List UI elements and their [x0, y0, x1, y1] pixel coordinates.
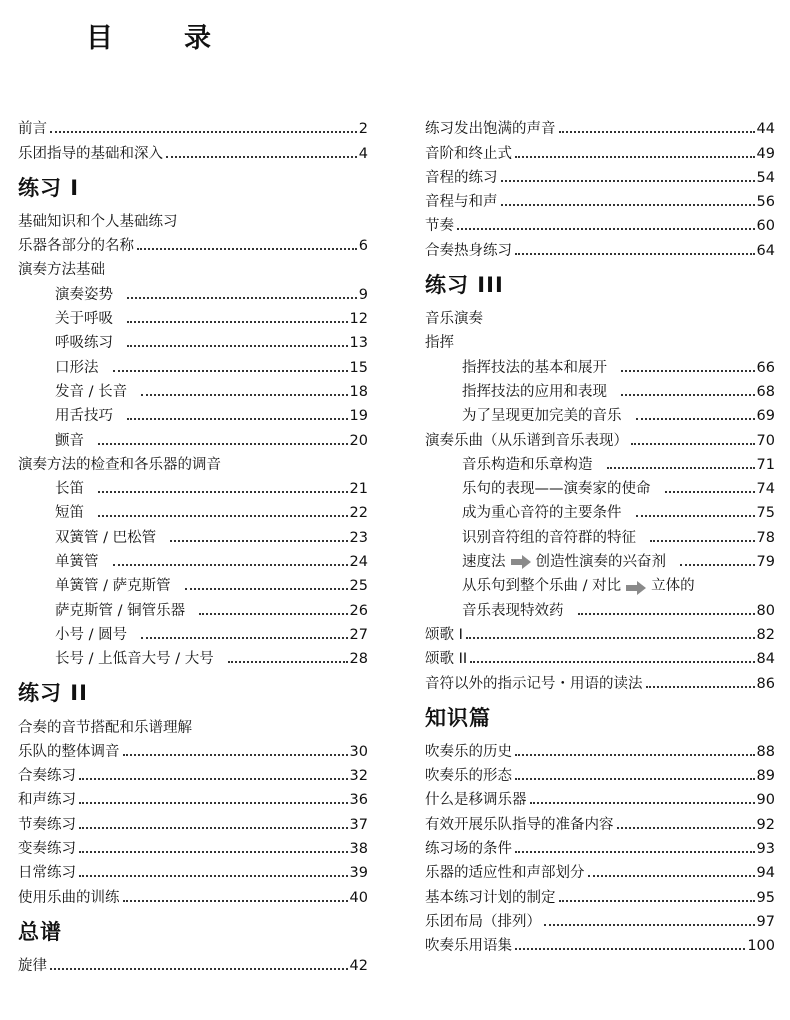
toc-entry[interactable] [18, 761, 368, 785]
toc-entry[interactable] [425, 761, 775, 785]
toc-entry-title-text: 节奏 [425, 218, 454, 235]
toc-entry-title [55, 310, 113, 328]
dot-leader [501, 180, 755, 182]
toc-entry-title [18, 816, 76, 834]
toc-entry-title [55, 334, 113, 352]
toc-entry-title [462, 383, 607, 401]
toc-entry-title-text: 乐团布局（排列） [425, 913, 541, 930]
toc-entry-title [18, 767, 76, 785]
toc-entry-title-text: 练习发出饱满的声音 [425, 121, 556, 138]
toc-entry-page-number: 90 [756, 792, 775, 809]
toc-entry-title [425, 767, 512, 785]
toc-entry-title-text: 双簧管 / 巴松管 [55, 529, 157, 546]
dot-leader [559, 131, 755, 133]
toc-subheading-text: 演奏方法基础 [18, 262, 105, 279]
toc-entry[interactable] [425, 450, 775, 474]
toc-entry-page-number: 2 [358, 121, 368, 138]
toc-entry-page-number: 22 [349, 505, 368, 522]
toc-entry-page-number: 71 [756, 456, 775, 473]
toc-entry-title [18, 864, 76, 882]
toc-entry-title [462, 553, 666, 571]
toc-entry-page-number: 23 [349, 529, 368, 546]
toc-entry-title-text-continued: 创造性演奏的兴奋剂 [535, 554, 666, 571]
toc-entry-title [425, 650, 467, 668]
toc-entry-title [425, 864, 585, 882]
toc-entry-page-number: 21 [349, 481, 368, 498]
dot-leader [79, 851, 348, 853]
toc-entry[interactable] [18, 138, 368, 162]
toc-entry[interactable] [425, 547, 775, 571]
toc-entry-title-text: 乐器各部分的名称 [18, 238, 134, 255]
toc-entry-title [425, 743, 512, 761]
toc-subheading [18, 255, 368, 279]
section-heading: 练习 I [18, 175, 80, 200]
toc-entry[interactable] [425, 522, 775, 546]
toc-entry-page-number: 44 [756, 121, 775, 138]
toc-entry-title [55, 529, 156, 547]
toc-entry[interactable] [18, 304, 368, 328]
toc-entry-title [425, 816, 614, 834]
toc-entry-title-text: 和声练习 [18, 792, 76, 809]
toc-entry-page-number: 60 [756, 218, 775, 235]
dot-leader [123, 900, 348, 902]
toc-entry-title-text: 演奏姿势 [55, 286, 113, 303]
dot-leader [515, 754, 755, 756]
toc-entry-title-text: 口形法 [55, 359, 99, 376]
toc-entry-page-number: 32 [349, 768, 368, 785]
toc-subheading [18, 712, 368, 736]
toc-entry-title [425, 913, 541, 931]
toc-entry[interactable] [18, 425, 368, 449]
toc-entry-page-number: 86 [756, 675, 775, 692]
page-title: 目 录 [86, 23, 233, 54]
toc-entry[interactable] [425, 401, 775, 425]
toc-entry-page-number: 56 [756, 194, 775, 211]
toc-entry-title-text: 练习场的条件 [425, 841, 512, 858]
toc-entry-title-text: 日常练习 [18, 865, 76, 882]
toc-entry-title [462, 602, 564, 620]
toc-entry-title-text: 旋律 [18, 957, 47, 974]
toc-entry-page-number: 93 [756, 841, 775, 858]
toc-entry-title-text: 识别音符组的音符群的特征 [462, 529, 636, 546]
toc-entry[interactable] [18, 401, 368, 425]
toc-entry-page-number: 54 [756, 169, 775, 186]
dot-leader [137, 248, 357, 250]
toc-subheading-text: 指挥 [425, 335, 454, 352]
dot-leader [559, 900, 755, 902]
toc-subheading [425, 304, 775, 328]
toc-subheading-text-continued: 立体的 [651, 578, 695, 595]
toc-entry-page-number: 6 [358, 238, 368, 255]
toc-entry-page-number: 97 [756, 913, 775, 930]
toc-entry-title-text: 乐队的整体调音 [18, 743, 120, 760]
toc-entry[interactable] [18, 834, 368, 858]
toc-entry[interactable] [425, 498, 775, 522]
toc-entry-page-number: 18 [349, 383, 368, 400]
toc-entry[interactable] [425, 668, 775, 692]
toc-entry-title-text: 音程与和声 [425, 194, 498, 211]
toc-subheading [425, 571, 775, 595]
dot-leader [515, 851, 755, 853]
toc-entry-page-number: 94 [756, 865, 775, 882]
toc-entry-title [55, 553, 99, 571]
toc-entry-title-text: 颂歌 I [425, 626, 463, 643]
toc-entry-title-text: 单簧管 [55, 554, 99, 571]
toc-entry[interactable] [425, 931, 775, 955]
toc-entry-title-text: 成为重心音符的主要条件 [462, 505, 622, 522]
toc-entry-page-number: 9 [358, 286, 368, 303]
toc-right-column [425, 114, 775, 955]
toc-entry-page-number: 26 [349, 602, 368, 619]
toc-entry-title-text: 指挥技法的基本和展开 [462, 359, 607, 376]
dot-leader [515, 253, 755, 255]
dot-leader [98, 443, 348, 445]
dot-leader [79, 802, 348, 804]
toc-entry-page-number: 25 [349, 578, 368, 595]
toc-entry-title [18, 791, 76, 809]
toc-entry-title [425, 193, 498, 211]
toc-entry-title [462, 480, 651, 498]
dot-leader [621, 370, 755, 372]
dot-leader [457, 228, 755, 230]
toc-entry[interactable] [425, 235, 775, 259]
toc-entry[interactable] [18, 279, 368, 303]
dot-leader [621, 394, 755, 396]
toc-subheading-text: 基础知识和个人基础练习 [18, 213, 178, 230]
dot-leader [79, 875, 348, 877]
toc-entry-title [18, 237, 134, 255]
toc-entry-page-number: 79 [756, 554, 775, 571]
dot-leader [199, 613, 347, 615]
toc-entry-title-text: 颂歌 II [425, 651, 468, 668]
toc-entry-title-text: 使用乐曲的训练 [18, 889, 120, 906]
toc-entry-page-number: 36 [349, 792, 368, 809]
toc-entry-title-text: 音乐表现特效药 [462, 602, 564, 619]
dot-leader [631, 443, 755, 445]
toc-entry-page-number: 92 [756, 816, 775, 833]
toc-entry-title [18, 889, 120, 907]
dot-leader [515, 156, 755, 158]
toc-entry-title [425, 791, 527, 809]
toc-entry[interactable] [425, 425, 775, 449]
toc-entry-title [425, 675, 643, 693]
toc-entry-page-number: 95 [756, 889, 775, 906]
toc-entry[interactable] [425, 785, 775, 809]
toc-entry[interactable] [425, 187, 775, 211]
toc-entry-title [18, 840, 76, 858]
toc-entry-title [425, 889, 556, 907]
toc-entry-page-number: 38 [349, 841, 368, 858]
toc-entry-page-number: 27 [349, 626, 368, 643]
toc-entry-page-number: 40 [349, 889, 368, 906]
toc-entry-title [425, 120, 556, 138]
section-heading: 练习 II [18, 681, 88, 706]
toc-entry-title-text: 演奏乐曲（从乐谱到音乐表现） [425, 432, 628, 449]
toc-entry-title-text: 用舌技巧 [55, 408, 113, 425]
dot-leader [98, 491, 348, 493]
toc-entry-title-text: 吹奏乐的形态 [425, 768, 512, 785]
right-arrow-icon [510, 555, 532, 569]
toc-entry-title-text: 乐句的表现——演奏家的使命 [462, 481, 651, 498]
dot-leader [470, 661, 754, 663]
toc-entry[interactable] [425, 352, 775, 376]
toc-entry-page-number: 28 [349, 651, 368, 668]
toc-entry-page-number: 70 [756, 432, 775, 449]
toc-entry-title-text: 长号 / 上低音大号 / 大号 [55, 651, 214, 668]
toc-left-column [18, 114, 368, 975]
toc-entry-title [462, 359, 607, 377]
toc-subheading [425, 328, 775, 352]
toc-entry[interactable] [18, 644, 368, 668]
toc-entry-title-text: 吹奏乐的历史 [425, 743, 512, 760]
toc-entry[interactable] [18, 785, 368, 809]
toc-entry-title-text: 为了呈现更加完美的音乐 [462, 408, 622, 425]
toc-entry[interactable] [425, 834, 775, 858]
toc-entry-title-text: 颤音 [55, 432, 84, 449]
dot-leader [636, 418, 755, 420]
toc-entry-title-text: 变奏练习 [18, 841, 76, 858]
toc-entry-title-text: 音阶和终止式 [425, 145, 512, 162]
toc-entry-page-number: 19 [349, 408, 368, 425]
toc-entry[interactable] [425, 737, 775, 761]
dot-leader [50, 968, 348, 970]
toc-entry[interactable] [425, 377, 775, 401]
toc-entry-title [425, 626, 463, 644]
toc-subheading [18, 207, 368, 231]
toc-entry-title [18, 145, 163, 163]
section-heading: 总谱 [18, 919, 62, 944]
toc-entry[interactable] [18, 951, 368, 975]
toc-entry[interactable] [18, 858, 368, 882]
toc-entry[interactable] [425, 882, 775, 906]
toc-entry[interactable] [425, 114, 775, 138]
toc-entry[interactable] [425, 620, 775, 644]
toc-entry[interactable] [18, 377, 368, 401]
dot-leader [113, 370, 348, 372]
toc-entry[interactable] [425, 595, 775, 619]
toc-entry-page-number: 80 [756, 602, 775, 619]
dot-leader [170, 540, 347, 542]
toc-entry-title-text: 乐器的适应性和声部划分 [425, 865, 585, 882]
dot-leader [113, 564, 348, 566]
dot-leader [123, 754, 348, 756]
toc-entry[interactable] [18, 595, 368, 619]
toc-subheading [18, 450, 368, 474]
toc-entry[interactable] [18, 882, 368, 906]
dot-leader [127, 321, 348, 323]
dot-leader [50, 131, 357, 133]
dot-leader [646, 686, 755, 688]
dot-leader [466, 637, 755, 639]
toc-entry-title [18, 957, 47, 975]
dot-leader [127, 345, 348, 347]
toc-entry-page-number: 64 [756, 242, 775, 259]
toc-entry-page-number: 30 [349, 743, 368, 760]
toc-entry[interactable] [425, 858, 775, 882]
toc-entry-title [55, 432, 84, 450]
toc-entry-title [55, 650, 214, 668]
dot-leader [617, 827, 755, 829]
dot-leader [544, 924, 755, 926]
toc-entry-title [462, 456, 593, 474]
toc-entry[interactable] [18, 547, 368, 571]
dot-leader [127, 297, 357, 299]
dot-leader [578, 613, 755, 615]
toc-entry-page-number: 4 [358, 145, 368, 162]
toc-entry[interactable] [425, 907, 775, 931]
toc-entry-title [55, 359, 99, 377]
toc-entry-title [55, 383, 127, 401]
toc-entry-title [425, 937, 512, 955]
toc-entry-title [425, 242, 512, 260]
toc-entry-page-number: 24 [349, 554, 368, 571]
dot-leader [79, 778, 348, 780]
dot-leader [680, 564, 755, 566]
dot-leader [665, 491, 755, 493]
section-heading: 练习 III [425, 272, 504, 297]
dot-leader [141, 394, 347, 396]
toc-entry-page-number: 15 [349, 359, 368, 376]
toc-entry[interactable] [18, 809, 368, 833]
toc-entry-title-text: 小号 / 圆号 [55, 626, 128, 643]
toc-entry-title-text: 指挥技法的应用和表现 [462, 383, 607, 400]
toc-entry-page-number: 37 [349, 816, 368, 833]
toc-subheading-text: 从乐句到整个乐曲 / 对比 [462, 578, 622, 595]
toc-entry-page-number: 78 [756, 529, 775, 546]
right-arrow-icon [625, 581, 647, 595]
toc-entry-title [462, 407, 622, 425]
toc-entry-title-text: 乐团指导的基础和深入 [18, 145, 163, 162]
toc-entry-title-text: 音符以外的指示记号・用语的读法 [425, 675, 643, 692]
toc-entry-title-text: 有效开展乐队指导的准备内容 [425, 816, 614, 833]
toc-entry[interactable] [425, 211, 775, 235]
toc-entry-title-text: 单簧管 / 萨克斯管 [55, 578, 171, 595]
toc-subheading-text: 合奏的音节搭配和乐谱理解 [18, 719, 192, 736]
toc-entry-title [425, 169, 498, 187]
toc-entry-title [18, 743, 120, 761]
toc-entry-page-number: 13 [349, 335, 368, 352]
toc-entry[interactable] [425, 163, 775, 187]
dot-leader [79, 827, 348, 829]
toc-entry-page-number: 82 [756, 626, 775, 643]
toc-entry-title [55, 626, 127, 644]
toc-entry-title [425, 432, 628, 450]
dot-leader [588, 875, 755, 877]
toc-entry-title-text: 发音 / 长音 [55, 383, 128, 400]
dot-leader [530, 802, 755, 804]
dot-leader [185, 588, 348, 590]
toc-entry[interactable] [425, 138, 775, 162]
toc-entry-title-text: 音程的练习 [425, 169, 498, 186]
toc-entry-title [18, 120, 47, 138]
toc-entry-page-number: 20 [349, 432, 368, 449]
toc-subheading-text: 演奏方法的检查和各乐器的调音 [18, 456, 221, 473]
section-heading: 知识篇 [425, 705, 491, 730]
toc-entry-title [55, 504, 84, 522]
toc-entry-page-number: 69 [756, 408, 775, 425]
toc-entry-page-number: 88 [756, 743, 775, 760]
toc-entry[interactable] [18, 231, 368, 255]
dot-leader [166, 156, 357, 158]
toc-entry-title [462, 504, 622, 522]
toc-entry-page-number: 89 [756, 768, 775, 785]
toc-entry-title-text: 萨克斯管 / 铜管乐器 [55, 602, 186, 619]
dot-leader [127, 418, 348, 420]
toc-entry-page-number: 68 [756, 383, 775, 400]
toc-entry-page-number: 66 [756, 359, 775, 376]
toc-entry-title [55, 407, 113, 425]
toc-entry[interactable] [18, 498, 368, 522]
toc-entry[interactable] [425, 644, 775, 668]
toc-entry[interactable] [18, 114, 368, 138]
toc-entry-title-text: 长笛 [55, 481, 84, 498]
dot-leader [501, 204, 755, 206]
toc-entry[interactable] [425, 474, 775, 498]
toc-entry-title-text: 什么是移调乐器 [425, 792, 527, 809]
toc-entry[interactable] [18, 522, 368, 546]
toc-entry-page-number: 39 [349, 865, 368, 882]
toc-entry-page-number: 75 [756, 505, 775, 522]
toc-entry-page-number: 12 [349, 311, 368, 328]
toc-entry[interactable] [18, 571, 368, 595]
toc-entry-title [55, 577, 171, 595]
toc-entry-page-number: 49 [756, 145, 775, 162]
toc-entry-page-number: 100 [747, 938, 775, 955]
dot-leader [98, 515, 348, 517]
toc-entry-title [462, 529, 636, 547]
toc-entry-title [55, 602, 185, 620]
dot-leader [228, 661, 348, 663]
toc-entry-title-text: 吹奏乐用语集 [425, 938, 512, 955]
toc-entry-title-text: 前言 [18, 121, 47, 138]
dot-leader [515, 778, 755, 780]
toc-entry-page-number: 42 [349, 957, 368, 974]
toc-entry-title-text: 合奏练习 [18, 768, 76, 785]
toc-entry-title-text: 合奏热身练习 [425, 242, 512, 259]
dot-leader [650, 540, 755, 542]
toc-entry-title-text: 速度法 [462, 554, 506, 571]
toc-entry-title [425, 840, 512, 858]
toc-subheading-text: 音乐演奏 [425, 311, 483, 328]
toc-entry-title-text: 关于呼吸 [55, 311, 113, 328]
toc-entry[interactable] [425, 809, 775, 833]
toc-entry[interactable] [18, 328, 368, 352]
toc-entry-title-text: 音乐构造和乐章构造 [462, 456, 593, 473]
toc-entry-title [55, 480, 84, 498]
toc-entry-title [55, 286, 113, 304]
toc-entry-page-number: 84 [756, 651, 775, 668]
toc-entry-title [425, 145, 512, 163]
toc-entry-title-text: 呼吸练习 [55, 335, 113, 352]
toc-entry-title-text: 基本练习计划的制定 [425, 889, 556, 906]
toc-entry-title [425, 217, 454, 235]
toc-entry-title-text: 短笛 [55, 505, 84, 522]
dot-leader [636, 515, 755, 517]
toc-entry-page-number: 74 [756, 481, 775, 498]
toc-entry[interactable] [18, 620, 368, 644]
toc-entry-title-text: 节奏练习 [18, 816, 76, 833]
toc-entry[interactable] [18, 737, 368, 761]
toc-entry[interactable] [18, 352, 368, 376]
dot-leader [141, 637, 347, 639]
dot-leader [607, 467, 755, 469]
dot-leader [515, 948, 745, 950]
toc-entry[interactable] [18, 474, 368, 498]
